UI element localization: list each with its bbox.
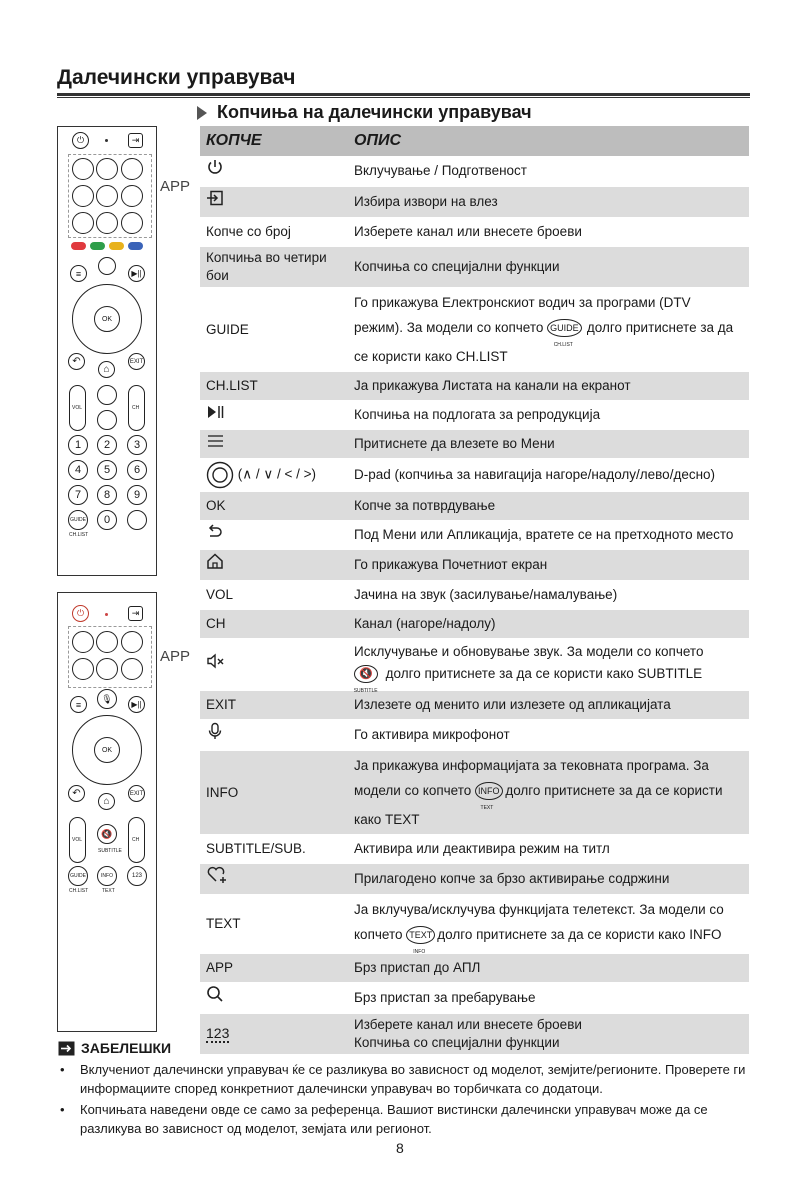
ok-button[interactable]: OK (94, 737, 120, 763)
app-button[interactable] (121, 185, 143, 207)
row-desc: Брз пристап за пребарување (348, 983, 749, 1014)
table-row (200, 550, 749, 581)
mute-button[interactable]: 🔇 (97, 824, 117, 844)
app-button[interactable] (72, 158, 94, 180)
guide-sub-label: CH.LIST (69, 532, 89, 538)
digit-6[interactable]: 6 (127, 460, 147, 480)
row-desc (348, 895, 749, 954)
app-button[interactable] (72, 185, 94, 207)
info-desc-b: долго притиснете за да се користи како TEXT (354, 783, 723, 827)
row-desc: Јачина на звук (засилување/намалување) (348, 581, 749, 610)
row-desc: Копчиња со специјални функции (348, 247, 749, 288)
button-spec-table (200, 126, 749, 1055)
mic-button[interactable] (98, 257, 116, 275)
green-button[interactable] (90, 242, 105, 250)
row-desc (348, 751, 749, 835)
digit-3[interactable]: 3 (127, 435, 147, 455)
mute-desc-b: долго притиснете за да се користи како SUBTITLE (385, 666, 703, 681)
row-label: Копчиња во четири бои (200, 247, 348, 288)
row-desc: Излезете од менито или излезете од апликацијата (348, 691, 749, 720)
ok-button[interactable]: OK (94, 306, 120, 332)
digit-8[interactable]: 8 (97, 485, 117, 505)
bullet: • (60, 1102, 65, 1117)
row-desc: Притиснете да влезете во Мени (348, 430, 749, 459)
table-row (200, 983, 749, 1014)
mute-sub-label: SUBTITLE (98, 848, 122, 854)
notes-heading-text: ЗАБЕЛЕШКИ (81, 1040, 172, 1056)
digit-1[interactable]: 1 (68, 435, 88, 455)
dot-indicator (105, 139, 108, 142)
app-button[interactable] (121, 158, 143, 180)
digit-7[interactable]: 7 (68, 485, 88, 505)
text-btn-text: TEXT (409, 930, 433, 941)
play-pause-button[interactable]: ▶|| (128, 265, 145, 282)
info-btn-text: INFO (478, 786, 500, 797)
app-button[interactable] (72, 212, 94, 234)
power-icon (206, 158, 224, 176)
blue-button[interactable] (128, 242, 143, 250)
row-label: APP (200, 954, 348, 983)
table-row (200, 372, 749, 401)
table-row (200, 288, 749, 372)
digit-9[interactable]: 9 (127, 485, 147, 505)
page-number: 8 (396, 1140, 404, 1156)
text-desc-a: Ја вклучува/исклучува функцијата телетекст. За модели со копчето (354, 902, 724, 942)
note-item (60, 1060, 760, 1098)
remote-control-2 (57, 592, 157, 1032)
play-pause-icon (206, 405, 226, 419)
input-source-icon (206, 189, 224, 207)
table-row (200, 1014, 749, 1055)
digit-2[interactable]: 2 (97, 435, 117, 455)
table-row (200, 954, 749, 983)
extra-button[interactable] (127, 510, 147, 530)
guide-desc-a: Го прикажува Електронскиот водич за програми (DTV режим). За модели со копчето (354, 295, 691, 335)
row-desc: Под Мени или Апликација, вратете се на претходното место (348, 521, 749, 550)
input-button[interactable]: ⇥ (128, 606, 143, 621)
app-button[interactable] (96, 185, 118, 207)
row-desc (348, 288, 749, 372)
back-icon (206, 523, 224, 539)
mute-desc-a: Исклучување и обновување звук. За модели со копчето (354, 644, 704, 659)
app-button[interactable] (121, 658, 143, 680)
row-desc: Активира или деактивира режим на титл (348, 835, 749, 864)
mute-icon (206, 653, 226, 669)
yellow-button[interactable] (109, 242, 124, 250)
exit-button[interactable]: EXIT (128, 353, 145, 370)
guide-button[interactable]: GUIDE (68, 866, 88, 886)
guide-button[interactable]: GUIDE (68, 510, 88, 530)
guide-btn-text: GUIDE (550, 323, 579, 334)
guide-inline-button (547, 319, 582, 337)
menu-button[interactable]: ≡ (70, 265, 87, 282)
table-row (200, 521, 749, 550)
row-desc: Избира извори на влез (348, 187, 749, 218)
dpad-label: (∧ / ∨ / < / >) (237, 466, 317, 482)
row-desc: Го активира микрофонот (348, 720, 749, 751)
table-row (200, 247, 749, 288)
power-button[interactable]: ⏻ (72, 132, 89, 149)
row-desc (348, 639, 749, 694)
triangle-bullet-icon (197, 106, 207, 120)
section-subtitle (197, 102, 532, 123)
row-desc: Вклучување / Подготвеност (348, 156, 749, 187)
table-row (200, 156, 749, 187)
microphone-icon (206, 722, 224, 740)
digit-0[interactable]: 0 (97, 510, 117, 530)
note-item (60, 1100, 760, 1138)
table-row (200, 581, 749, 610)
app-button[interactable] (121, 212, 143, 234)
mute-button[interactable] (97, 385, 117, 405)
info-button[interactable]: INFO (97, 866, 117, 886)
table-row (200, 835, 749, 864)
dot-indicator (105, 613, 108, 616)
ch-label: CH (132, 405, 140, 411)
table-row (200, 492, 749, 521)
table-row (200, 751, 749, 835)
mute-inline-button: 🔇 (354, 665, 378, 683)
power-button[interactable]: ⏻ (72, 605, 89, 622)
text-btn-sub: INFO (413, 949, 426, 955)
row-label: TEXT (200, 895, 348, 954)
table-row (200, 610, 749, 639)
custom-heart-icon (206, 866, 228, 884)
row-label: GUIDE (200, 288, 348, 372)
app-button[interactable] (96, 631, 118, 653)
table-row (200, 639, 749, 691)
app-button[interactable] (96, 158, 118, 180)
row-desc: Ја прикажува Листата на канали на екранот (348, 372, 749, 401)
menu-icon (206, 434, 226, 448)
title-rule-thin (57, 97, 750, 98)
info-sub-label: TEXT (102, 888, 115, 894)
play-pause-button[interactable]: ▶|| (128, 696, 145, 713)
row-label: INFO (200, 751, 348, 835)
digit-5[interactable]: 5 (97, 460, 117, 480)
info-btn-sub: TEXT (480, 805, 494, 811)
note-text: Вклучениот далечински управувач ќе се разликува во зависност од моделот, земјите/регионите. Проверете ги информациите според конкретниот далечински управувач во торбичката со додатоци. (80, 1062, 746, 1096)
info-inline-button (475, 782, 503, 800)
guide-btn-sub: CH.LIST (553, 342, 573, 348)
table-row (200, 401, 749, 430)
123-icon: 123 (206, 1025, 230, 1041)
row-desc (348, 1014, 749, 1055)
table-row (200, 459, 749, 492)
app-button[interactable] (72, 658, 94, 680)
search-icon (206, 985, 224, 1003)
app-callout-2: APP (160, 648, 191, 665)
table-row (200, 720, 749, 751)
home-button[interactable]: ⌂ (98, 361, 115, 378)
n123-desc-1: Изберете канал или внесете броеви (354, 1017, 582, 1032)
info-desc-a: Ја прикажува информацијата за тековната програма. За модели со копчето (354, 758, 709, 798)
123-button[interactable]: 123 (127, 866, 147, 886)
row-label: Копче со број (200, 218, 348, 247)
table-header (200, 126, 749, 156)
app-button[interactable] (72, 631, 94, 653)
app-callout-1: APP (160, 178, 191, 195)
row-label: OK (200, 492, 348, 521)
row-desc: Копче за потврдување (348, 492, 749, 521)
header-description: ОПИС (348, 126, 749, 156)
table-row (200, 187, 749, 218)
vol-label: VOL (72, 405, 83, 411)
row-desc: Канал (нагоре/надолу) (348, 610, 749, 639)
text-inline-button (406, 926, 435, 944)
red-button[interactable] (71, 242, 86, 250)
note-text: Копчињата наведени овде се само за референца. Вашиот вистински далечински управувач може да се разликува во зависност од моделот, земјата или регионот. (80, 1102, 708, 1136)
row-desc: Изберете канал или внесете броеви (348, 218, 749, 247)
vol-label: VOL (72, 837, 83, 843)
guide-desc-b: долго притиснете за да се користи како CH.LIST (354, 320, 734, 364)
notes-heading (58, 1040, 171, 1056)
n123-desc-2: Копчиња со специјални функции (354, 1035, 560, 1050)
row-label: CH.LIST (200, 372, 348, 401)
notes-icon (58, 1041, 75, 1056)
home-button[interactable]: ⌂ (98, 793, 115, 810)
page-title: Далечински управувач (57, 66, 296, 89)
guide-sub-label: CH.LIST (69, 888, 89, 894)
bullet: • (60, 1062, 65, 1077)
header-button: КОПЧЕ (200, 126, 348, 156)
home-icon (206, 552, 224, 570)
dpad-icon (206, 461, 234, 489)
menu-button[interactable]: ≡ (70, 696, 87, 713)
row-label: CH (200, 610, 348, 639)
mute-button-lower[interactable] (97, 410, 117, 430)
table-row (200, 864, 749, 895)
row-desc: Копчиња на подлогата за репродукција (348, 401, 749, 430)
row-desc: Прилагодено копче за брзо активирање содржини (348, 864, 749, 895)
back-button[interactable]: ↶ (68, 785, 85, 802)
row-label: EXIT (200, 691, 348, 720)
exit-button[interactable]: EXIT (128, 785, 145, 802)
subtitle-text: Копчиња на далечински управувач (217, 102, 532, 122)
text-desc-b: долго притиснете за да се користи како INFO (437, 927, 722, 942)
row-desc: D-pad (копчиња за навигација нагоре/надолу/лево/десно) (348, 459, 749, 492)
table-row (200, 218, 749, 247)
table-row (200, 691, 749, 720)
digit-4[interactable]: 4 (68, 460, 88, 480)
back-button[interactable]: ↶ (68, 353, 85, 370)
ch-label: CH (132, 837, 140, 843)
row-desc: Го прикажува Почетниот екран (348, 550, 749, 581)
input-button[interactable]: ⇥ (128, 133, 143, 148)
app-button[interactable] (121, 631, 143, 653)
app-button[interactable] (96, 212, 118, 234)
mic-button[interactable]: 🎙 (97, 689, 117, 709)
remote-control-1 (57, 126, 157, 576)
table-row (200, 895, 749, 954)
app-button[interactable] (96, 658, 118, 680)
title-rule (57, 93, 750, 96)
row-label: SUBTITLE/SUB. (200, 835, 348, 864)
row-label: VOL (200, 581, 348, 610)
table-row (200, 430, 749, 459)
mute-btn-sub: SUBTITLE (353, 688, 378, 694)
row-desc: Брз пристап до АПЛ (348, 954, 749, 983)
